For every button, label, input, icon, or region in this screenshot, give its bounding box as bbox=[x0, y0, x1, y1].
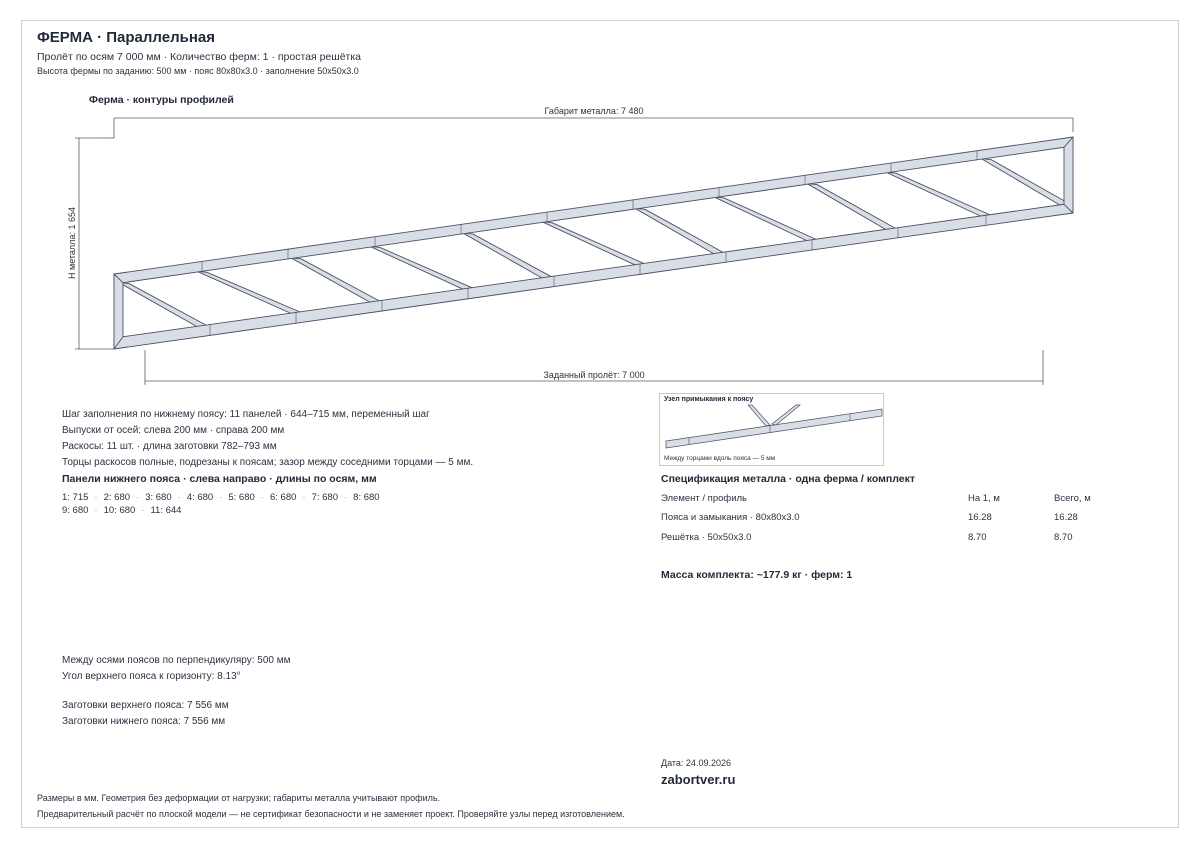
panel-item: 4: 680 bbox=[186, 492, 214, 503]
spec-row-lattice-per-one: 8.70 bbox=[968, 532, 987, 543]
panel-item: 10: 680 bbox=[103, 505, 136, 516]
end-post-left bbox=[114, 274, 123, 349]
brace bbox=[542, 222, 645, 265]
panel-item: 8: 680 bbox=[353, 492, 380, 503]
inset-brace-left bbox=[748, 405, 770, 426]
inset-caption: Между торцами вдоль пояса — 5 мм bbox=[664, 455, 776, 462]
page-subline: Высота фермы по заданию: 500 мм · пояс 80x80x3.0 · заполнение 50x50x3.0 bbox=[37, 66, 359, 76]
truss-profiles bbox=[114, 137, 1073, 349]
inset-chord bbox=[666, 409, 882, 448]
height-label: H металла: 1 654 bbox=[67, 207, 77, 279]
spec-row-chords-element: Пояса и замыкания · 80x80x3.0 bbox=[661, 512, 800, 523]
note-braces: Раскосы: 11 шт. · длина заготовки 782–793 мм bbox=[62, 441, 277, 452]
note-top-chord-angle: Угол верхнего пояса к горизонту: 8.13° bbox=[62, 671, 241, 682]
note-bottom-chord-blanks: Заготовки нижнего пояса: 7 556 мм bbox=[62, 716, 226, 727]
panel-item: 9: 680 bbox=[62, 505, 89, 516]
inset-title: Узел примыкания к поясу bbox=[664, 396, 754, 403]
panel-item: 11: 644 bbox=[150, 505, 182, 516]
panel-item: 7: 680 bbox=[311, 492, 338, 503]
panels-title: Панели нижнего пояса · слева направо · длины по осям, мм bbox=[62, 473, 377, 485]
drawing-caption: Ферма · контуры профилей bbox=[89, 94, 234, 106]
note-chord-distance: Между осями поясов по перпендикуляру: 500 мм bbox=[62, 655, 291, 666]
overall-width-ext-left bbox=[98, 118, 114, 138]
footer-site: zabortver.ru bbox=[661, 772, 736, 787]
note-top-chord-blanks: Заготовки верхнего пояса: 7 556 мм bbox=[62, 700, 229, 711]
brace bbox=[197, 271, 301, 313]
footer-disclaimer-1: Размеры в мм. Геометрия без деформации от нагрузки; габариты металла учитывают профиль. bbox=[37, 793, 441, 803]
panel-item: 1: 715 bbox=[62, 492, 89, 503]
brace bbox=[635, 208, 724, 254]
spec-row-lattice-total: 8.70 bbox=[1054, 532, 1073, 543]
footer-date: Дата: 24.09.2026 bbox=[661, 758, 731, 768]
brace bbox=[886, 172, 991, 216]
page-subtitle: Пролёт по осям 7 000 мм · Количество ферм: 1 · простая решётка bbox=[37, 51, 362, 63]
note-infill-step: Шаг заполнения по нижнему поясу: 11 панелей · 644–715 мм, переменный шаг bbox=[62, 409, 430, 420]
spec-row-chords-total: 16.28 bbox=[1054, 512, 1078, 523]
spec-mass: Масса комплекта: ~177.9 кг · ферм: 1 bbox=[661, 569, 853, 581]
brace bbox=[981, 159, 1070, 206]
end-post-right bbox=[1064, 137, 1073, 213]
brace bbox=[370, 246, 473, 289]
brace bbox=[463, 233, 552, 278]
note-overhangs: Выпуски от осей: слева 200 мм · справа 200 мм bbox=[62, 425, 285, 436]
joint-detail-inset bbox=[659, 393, 884, 466]
brace bbox=[119, 283, 207, 327]
spec-header-element: Элемент / профиль bbox=[661, 493, 747, 504]
spec-row-lattice-element: Решётка · 50x50x3.0 bbox=[661, 532, 752, 543]
spec-header-per-one: На 1, м bbox=[968, 493, 1000, 504]
spec-header-total: Всего, м bbox=[1054, 493, 1091, 504]
brace bbox=[807, 184, 896, 230]
panel-item: 6: 680 bbox=[269, 492, 297, 503]
panel-item: 2: 680 bbox=[103, 492, 131, 503]
footer-disclaimer-2: Предварительный расчёт по плоской модели — не сертификат безопасности и не заменяет проект. Проверяйте узлы перед изготовлением. bbox=[37, 809, 625, 819]
panel-item: 3: 680 bbox=[145, 492, 172, 503]
overall-width-label: Габарит металла: 7 480 bbox=[544, 106, 644, 116]
spec-row-chords-per-one: 16.28 bbox=[968, 512, 992, 523]
brace bbox=[714, 197, 817, 241]
spec-title: Спецификация металла · одна ферма / комплект bbox=[661, 473, 916, 485]
panel-item: 5: 680 bbox=[228, 492, 255, 503]
page-title: ФЕРМА · Параллельная bbox=[37, 29, 216, 46]
span-label: Заданный пролёт: 7 000 bbox=[543, 370, 645, 380]
bottom-chord bbox=[114, 203, 1073, 349]
top-chord bbox=[114, 137, 1073, 284]
note-brace-ends: Торцы раскосов полные, подрезаны к поясам; зазор между соседними торцами — 5 мм. bbox=[62, 457, 474, 468]
panels-list: 1: 715 · 2: 680 · 3: 680 · 4: 680 · 5: 680 · 6: 680 · 7: 680 · 8: 680 9: 680 · 10: 680 · 11: 644 bbox=[62, 492, 380, 516]
brace bbox=[291, 258, 380, 302]
